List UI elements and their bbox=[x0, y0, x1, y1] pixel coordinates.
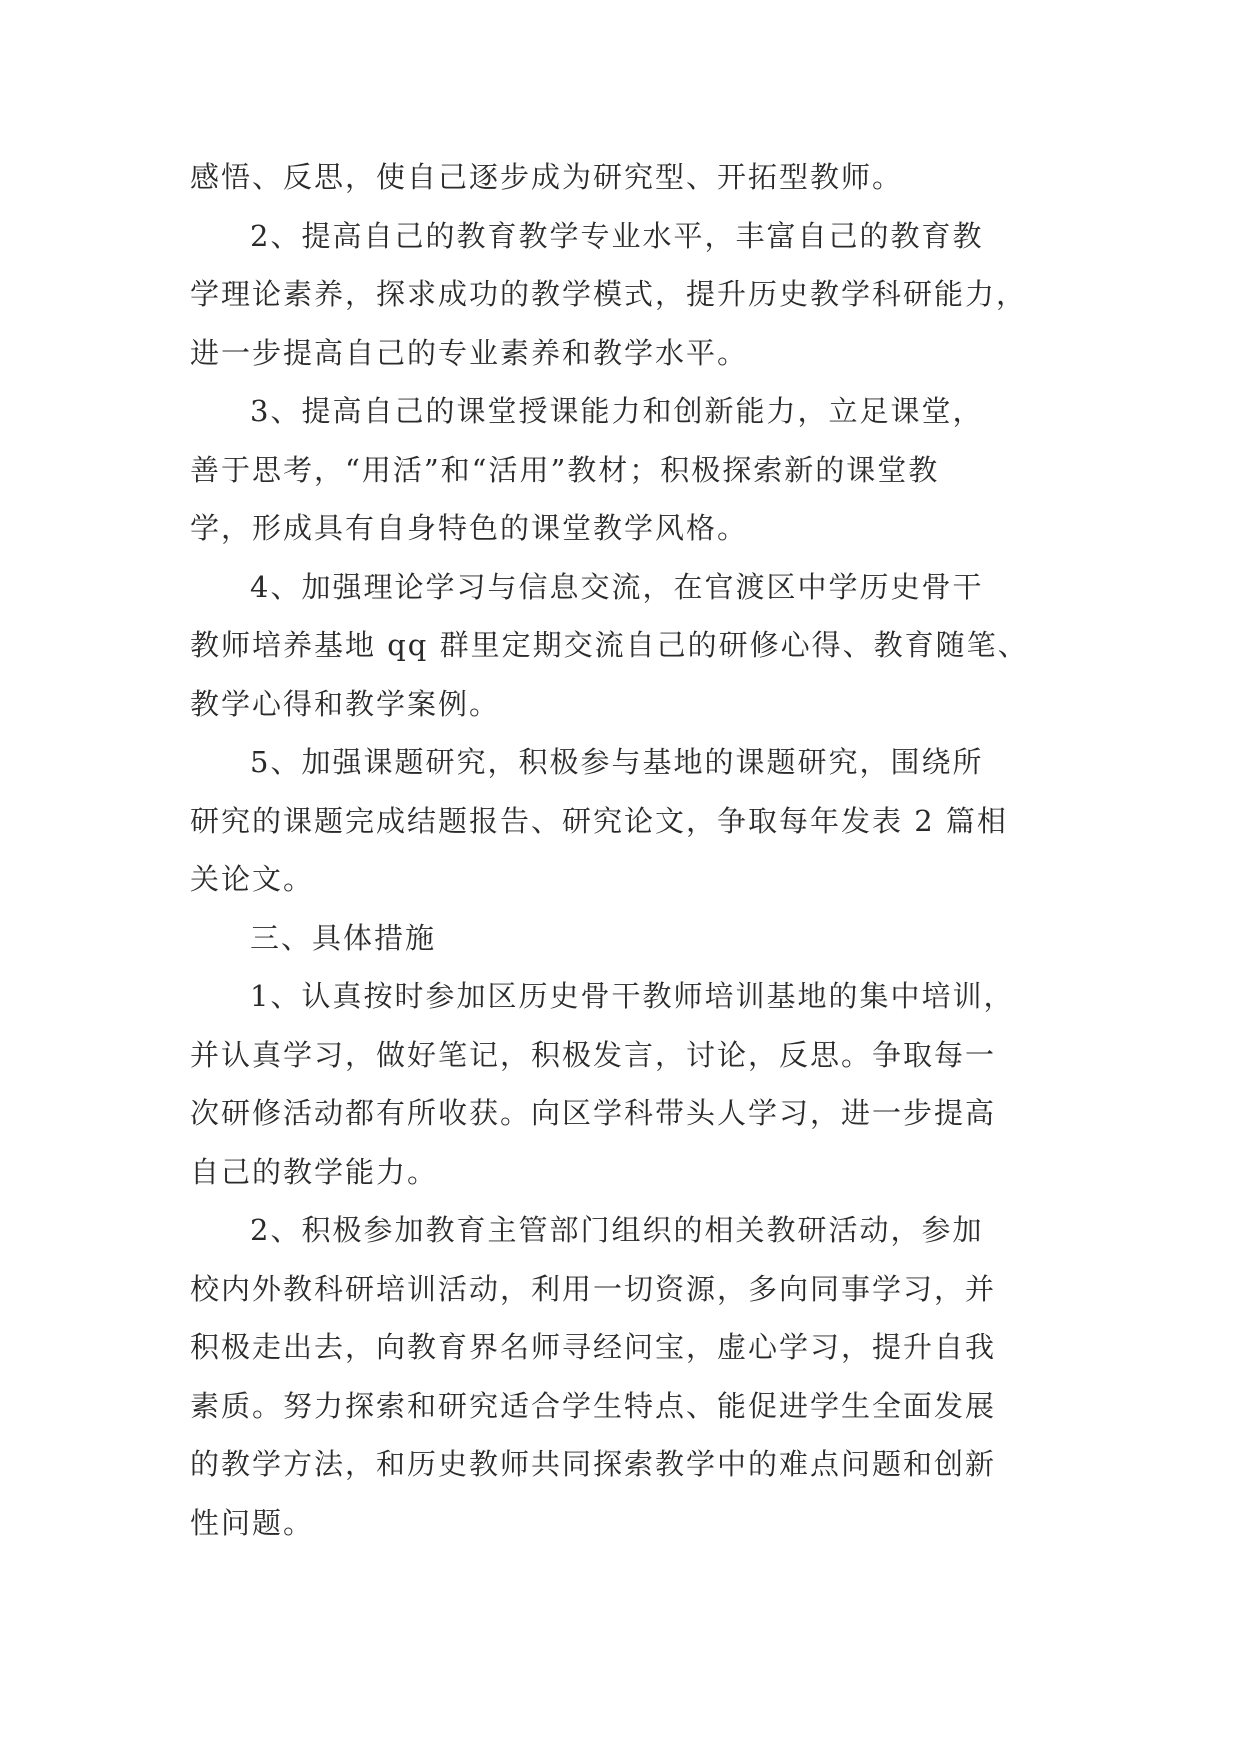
text-line: 2、提高自己的教育教学专业水平，丰富自己的教育教 bbox=[250, 218, 984, 253]
text-line: 校内外教科研培训活动，利用一切资源，多向同事学习，并 bbox=[190, 1271, 997, 1306]
text-line: 5、加强课题研究，积极参与基地的课题研究，围绕所 bbox=[250, 745, 984, 779]
text-line: 关论文。 bbox=[190, 862, 315, 896]
text-line: 3、提高自己的课堂授课能力和创新能力，立足课堂， bbox=[250, 394, 984, 428]
text-line: 2、积极参加教育主管部门组织的相关教研活动，参加 bbox=[250, 1213, 984, 1247]
text-line: 学理论素养，探求成功的教学模式，提升历史教学科研能力， bbox=[190, 277, 1028, 311]
text-line: 次研修活动都有所收获。向区学科带头人学习，进一步提高 bbox=[190, 1096, 997, 1130]
text-line: 三、具体措施 bbox=[250, 920, 437, 955]
document-body bbox=[190, 148, 1070, 1552]
text-line: 的教学方法，和历史教师共同探索教学中的难点问题和创新 bbox=[190, 1447, 997, 1481]
text-line: 学，形成具有自身特色的课堂教学风格。 bbox=[190, 511, 749, 545]
text-line: 教师培养基地 qq 群里定期交流自己的研修心得、教育随笔、 bbox=[190, 628, 1029, 662]
text-line: 感悟、反思，使自己逐步成为研究型、开拓型教师。 bbox=[190, 160, 904, 194]
text-line: 并认真学习，做好笔记，积极发言，讨论，反思。争取每一 bbox=[190, 1037, 997, 1072]
text-line: 性问题。 bbox=[190, 1505, 315, 1540]
text-line: 1、认真按时参加区历史骨干教师培训基地的集中培训， bbox=[250, 979, 1015, 1013]
text-line: 素质。努力探索和研究适合学生特点、能促进学生全面发展 bbox=[190, 1388, 997, 1423]
text-line: 自己的教学能力。 bbox=[190, 1154, 439, 1189]
text-line: 教学心得和教学案例。 bbox=[190, 686, 501, 721]
text-line: 积极走出去，向教育界名师寻经问宝，虚心学习，提升自我 bbox=[190, 1330, 997, 1364]
text-line: 进一步提高自己的专业素养和教学水平。 bbox=[190, 335, 749, 370]
text-line: 善于思考，“用活”和“活用”教材；积极探索新的课堂教 bbox=[190, 452, 940, 487]
text-line: 4、加强理论学习与信息交流，在官渡区中学历史骨干 bbox=[250, 569, 984, 604]
text-line: 研究的课题完成结题报告、研究论文，争取每年发表 2 篇相 bbox=[190, 803, 1008, 838]
